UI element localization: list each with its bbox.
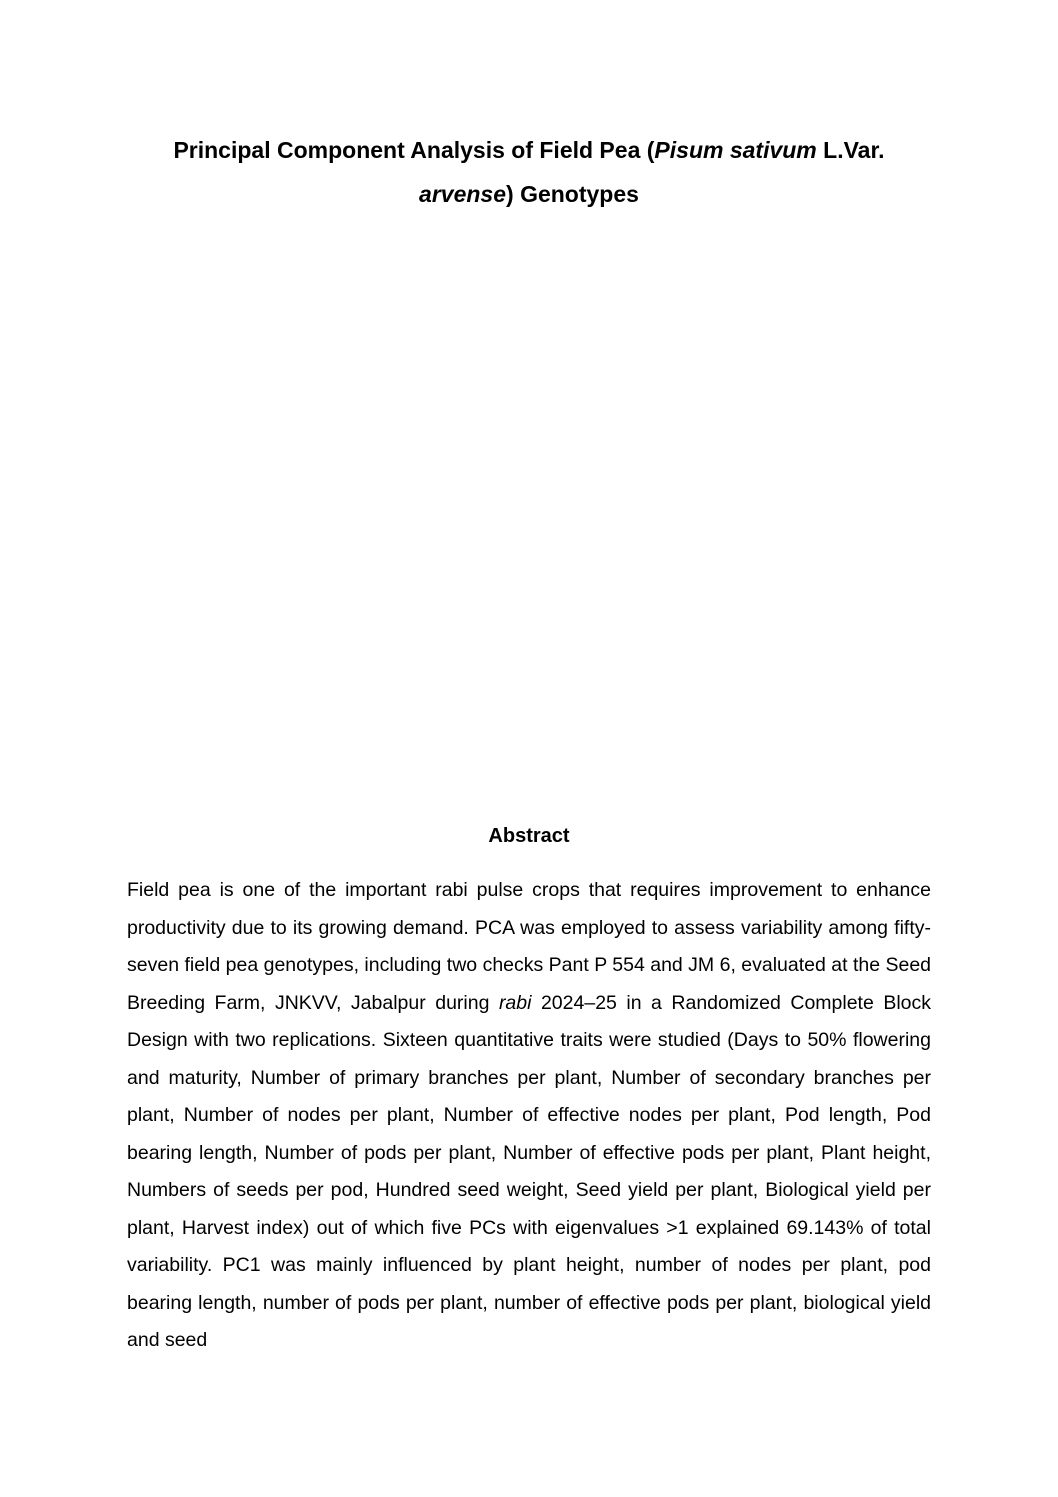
paper-title-species-name: Pisum sativum xyxy=(654,137,817,163)
abstract-text-1: Field pea is one of the important rabi pulse crops that requires improvement to enhance productivity due to its growing demand. PCA was employed to assess variability among fifty-seven field pea genotypes, including two checks Pant P 554 and JM 6, evaluated at the Seed Breeding Farm, JNKVV, Jabalpur during xyxy=(127,879,932,1014)
abstract-text-2: 2024–25 in a Randomized Complete Block Design with two replications. Sixteen quantitative traits were studied (Days to 50% flowering and maturity, Number of primary branches per plant, Number of secondary branches per plant, Number of nodes per plant, Number of effective nodes per plant, Pod length, Pod bearing length, Number of pods per plant, Number of effective pods per plant, Plant height, Numbers of seeds per pod, Hundred seed weight, Seed yield per plant, Biological yield per plant, Harvest index) out of which five PCs with eigenvalues >1 explained 69.143% of total variability. PC1 was mainly influenced by plant height, number of nodes per plant, pod bearing length, number of pods per plant, number of effective pods per plant, biological yield and seed xyxy=(127,991,931,1351)
paper-title-text-2: L.Var. xyxy=(816,137,885,163)
paper-title-text-1: Principal Component Analysis of Field Pea ( xyxy=(173,137,655,163)
paper-title xyxy=(124,0,934,216)
abstract-text-rabi-italic: rabi xyxy=(498,991,532,1014)
paper-title-variety-name: arvense xyxy=(419,181,507,207)
paper-title-text-3: ) Genotypes xyxy=(506,181,639,207)
abstract-paragraph xyxy=(127,872,931,1360)
abstract-heading: Abstract xyxy=(488,825,570,847)
